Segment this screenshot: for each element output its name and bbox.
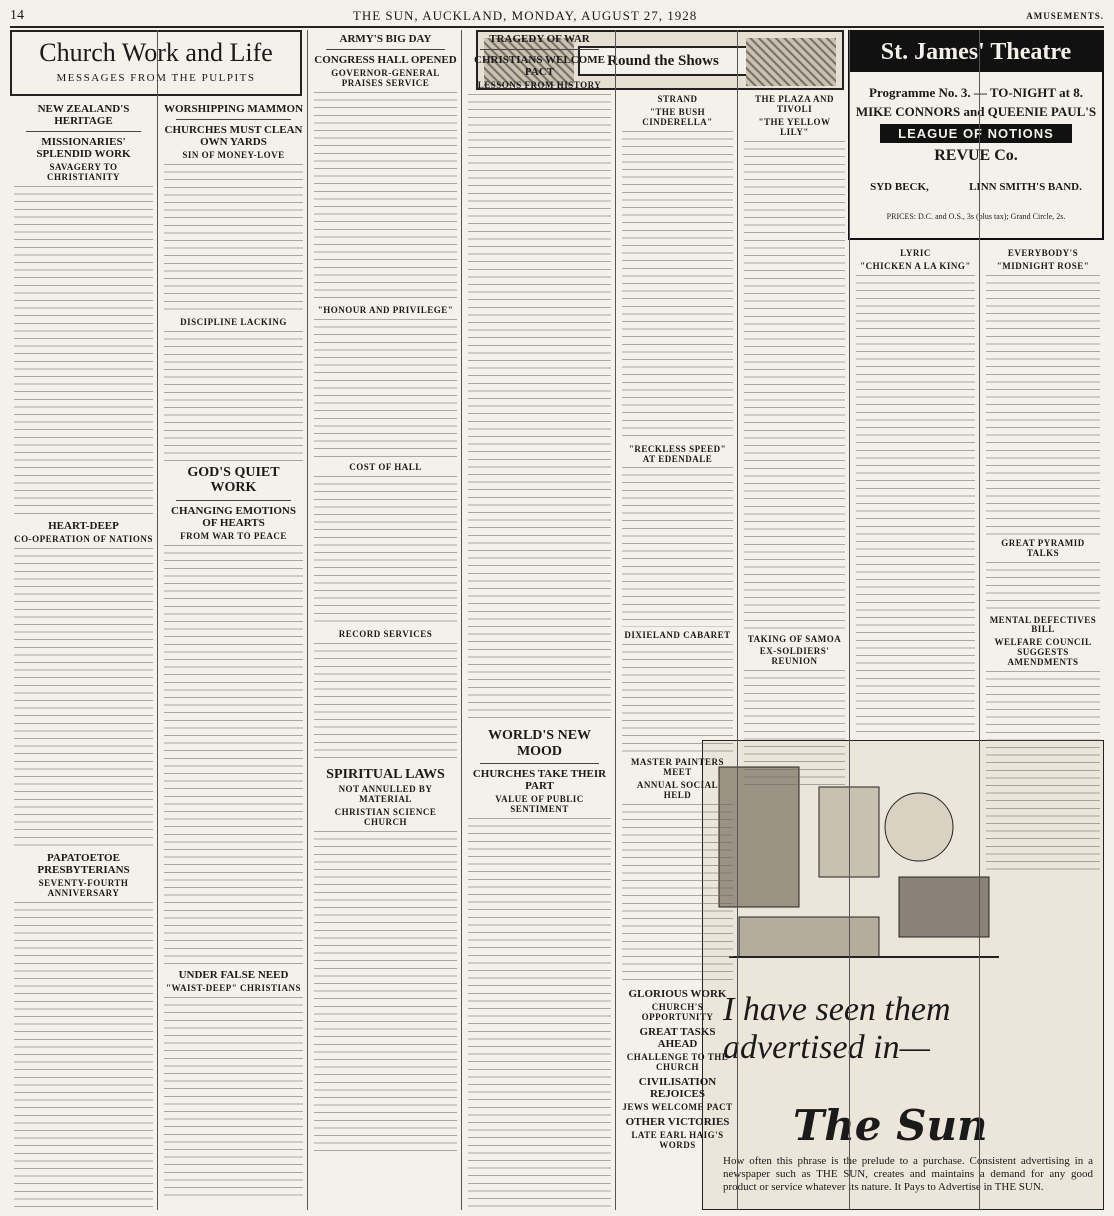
article-text xyxy=(314,643,457,763)
prices-line: PRICES: D.C. and O.S., 3s (plus tax); Grand Circle, 2s. xyxy=(886,211,1066,221)
headline: MASTER PAINTERS MEET xyxy=(630,757,725,778)
revue-line: REVUE Co. xyxy=(934,146,1018,164)
sun-ad-slogan: I have seen them advertised in— xyxy=(723,991,951,1066)
theatre-name: St. James' Theatre xyxy=(850,32,1102,72)
article-text xyxy=(314,92,457,302)
article-text xyxy=(744,141,845,631)
headline: CHURCHES TAKE THEIR PART xyxy=(472,767,607,793)
headline: OTHER VICTORIES xyxy=(625,1115,730,1128)
subheadline: NOT ANNULLED BY MATERIAL xyxy=(338,784,433,804)
subheadline: GOVERNOR-GENERAL PRAISES SERVICE xyxy=(331,68,440,89)
masthead xyxy=(10,6,1104,28)
headline: GLORIOUS WORK xyxy=(628,987,727,1000)
subheadline: VALUE OF PUBLIC SENTIMENT xyxy=(495,794,584,815)
page-number: 14 xyxy=(10,8,24,23)
headline: "RECKLESS SPEED" AT EDENDALE xyxy=(628,443,727,464)
church-banner-subtitle: MESSAGES FROM THE PULPITS xyxy=(56,72,256,84)
subheadline: EX-SOLDIERS' REUNION xyxy=(759,646,830,667)
column-6 xyxy=(740,30,850,1210)
league-of-notions: LEAGUE OF NOTIONS xyxy=(880,124,1072,143)
column-8 xyxy=(982,30,1104,1210)
headline: WORSHIPPING MAMMON xyxy=(164,103,304,115)
headline: ARMY'S BIG DAY xyxy=(339,33,432,45)
subheadline: COST OF HALL xyxy=(349,461,422,472)
divider xyxy=(26,131,141,132)
headline: GREAT PYRAMID TALKS xyxy=(1001,537,1085,558)
column-2 xyxy=(160,30,308,1210)
headline: MISSIONARIES' SPLENDID WORK xyxy=(36,136,131,161)
divider xyxy=(480,49,599,50)
column-3 xyxy=(310,30,462,1210)
headline: HEART-DEEP xyxy=(48,520,119,533)
subheadline: CHRISTIAN SCIENCE CHURCH xyxy=(334,806,437,827)
subheadline: WELFARE COUNCIL SUGGESTS AMENDMENTS xyxy=(994,637,1092,668)
article-text xyxy=(856,275,975,735)
headline: CHRISTIANS WELCOME PACT xyxy=(474,54,605,79)
headline: GOD'S QUIET WORK xyxy=(187,465,280,496)
subheadline: ANNUAL SOCIAL HELD xyxy=(636,780,719,801)
article-text xyxy=(164,164,303,314)
article-text xyxy=(986,275,1100,535)
sun-ad-tagline: How often this phrase is the prelude to a purchase. Consistent advertising in a newspaper such as THE SUN, creates and maintains a demand for any good product or service whatever its nature. It Pays to Advertise in THE SUN. xyxy=(723,1155,1093,1193)
article-text xyxy=(622,467,733,627)
article-text xyxy=(986,562,1100,612)
subheadline: SAVAGERY TO CHRISTIANITY xyxy=(46,162,121,183)
subheadline: "THE BUSH CINDERELLA" xyxy=(642,106,713,127)
subheadline: JEWS WELCOME PACT xyxy=(622,1101,733,1112)
subheadline: "HONOUR AND PRIVILEGE" xyxy=(317,304,454,315)
subheadline: LATE EARL HAIG'S WORDS xyxy=(631,1129,724,1150)
band-2: LINN SMITH'S BAND. xyxy=(969,181,1082,194)
headline: THE PLAZA AND TIVOLI xyxy=(754,94,834,114)
article-text xyxy=(314,831,457,1151)
article-text xyxy=(314,319,457,459)
columns xyxy=(10,30,1104,1210)
headline: UNDER FALSE NEED xyxy=(178,968,289,981)
sun-logo: The Sun xyxy=(793,1101,988,1150)
article-text xyxy=(14,186,153,516)
headline: NEW ZEALAND'S HERITAGE xyxy=(37,103,130,128)
divider xyxy=(480,763,599,764)
headline: EVERYBODY'S xyxy=(1007,248,1079,258)
subheadline: LESSONS FROM HISTORY xyxy=(477,80,602,91)
headline: STRAND xyxy=(657,94,698,104)
subheadline: RECORD SERVICES xyxy=(338,628,433,639)
headline: CHANGING EMOTIONS OF HEARTS xyxy=(171,504,296,529)
headline: DIXIELAND CABARET xyxy=(624,630,731,641)
subheadline: "THE YELLOW LILY" xyxy=(758,116,831,137)
subheadline: CO-OPERATION OF NATIONS xyxy=(14,534,153,545)
shows-banner-title: Round the Shows xyxy=(578,46,748,76)
divider xyxy=(176,119,291,120)
article-text xyxy=(622,804,733,984)
paper-title: THE SUN, AUCKLAND, MONDAY, AUGUST 27, 1928 xyxy=(352,8,698,23)
article-text xyxy=(622,131,733,441)
headline: CONGRESS HALL OPENED xyxy=(314,54,457,67)
band-1: SYD BECK, xyxy=(870,181,929,194)
column-5 xyxy=(618,30,738,1210)
column-7 xyxy=(852,30,980,1210)
divider xyxy=(326,49,445,50)
headline: PAPATOETOE PRESBYTERIANS xyxy=(37,852,130,877)
article-text xyxy=(986,671,1100,871)
divider xyxy=(176,500,291,501)
article-text xyxy=(314,476,457,626)
headline: CIVILISATION REJOICES xyxy=(638,1075,717,1100)
subheadline: "WAIST-DEEP" CHRISTIANS xyxy=(166,983,301,994)
article-text xyxy=(622,644,733,754)
church-banner-title: Church Work and Life xyxy=(39,38,273,67)
headline: GREAT TASKS AHEAD xyxy=(639,1025,716,1050)
article-text xyxy=(164,997,303,1197)
article-text xyxy=(468,818,611,1210)
subheadline: "CHICKEN A LA KING" xyxy=(860,260,971,271)
headline: WORLD'S NEW MOOD xyxy=(487,728,592,759)
headline: MENTAL DEFECTIVES BILL xyxy=(989,614,1097,635)
article-text xyxy=(744,670,845,790)
subheadline: "MIDNIGHT ROSE" xyxy=(996,260,1090,271)
headline: LYRIC xyxy=(900,248,931,258)
article-text xyxy=(164,331,303,461)
headline: TRAGEDY OF WAR xyxy=(489,33,590,45)
article-text xyxy=(14,548,153,848)
article-text xyxy=(468,94,611,724)
subheadline: SEVENTY-FOURTH ANNIVERSARY xyxy=(38,878,129,899)
amusements-label: AMUSEMENTS. xyxy=(1026,11,1104,21)
stars-line: MIKE CONNORS and QUEENIE PAUL'S xyxy=(855,103,1097,119)
article-text xyxy=(164,545,303,965)
subheadline: DISCIPLINE LACKING xyxy=(180,317,287,328)
column-1 xyxy=(10,30,158,1210)
subheadline: CHALLENGE TO THE CHURCH xyxy=(626,1051,729,1072)
subheadline: SIN OF MONEY-LOVE xyxy=(182,150,285,161)
headline: TAKING OF SAMOA xyxy=(747,633,842,644)
programme-line: Programme No. 3. — TO-NIGHT at 8. xyxy=(869,85,1083,100)
headline: CHURCHES MUST CLEAN OWN YARDS xyxy=(164,124,303,149)
subheadline: CHURCH'S OPPORTUNITY xyxy=(641,1002,714,1022)
headline: SPIRITUAL LAWS xyxy=(326,766,445,782)
article-text xyxy=(14,902,153,1210)
column-4 xyxy=(464,30,616,1210)
subheadline: FROM WAR TO PEACE xyxy=(180,531,287,542)
